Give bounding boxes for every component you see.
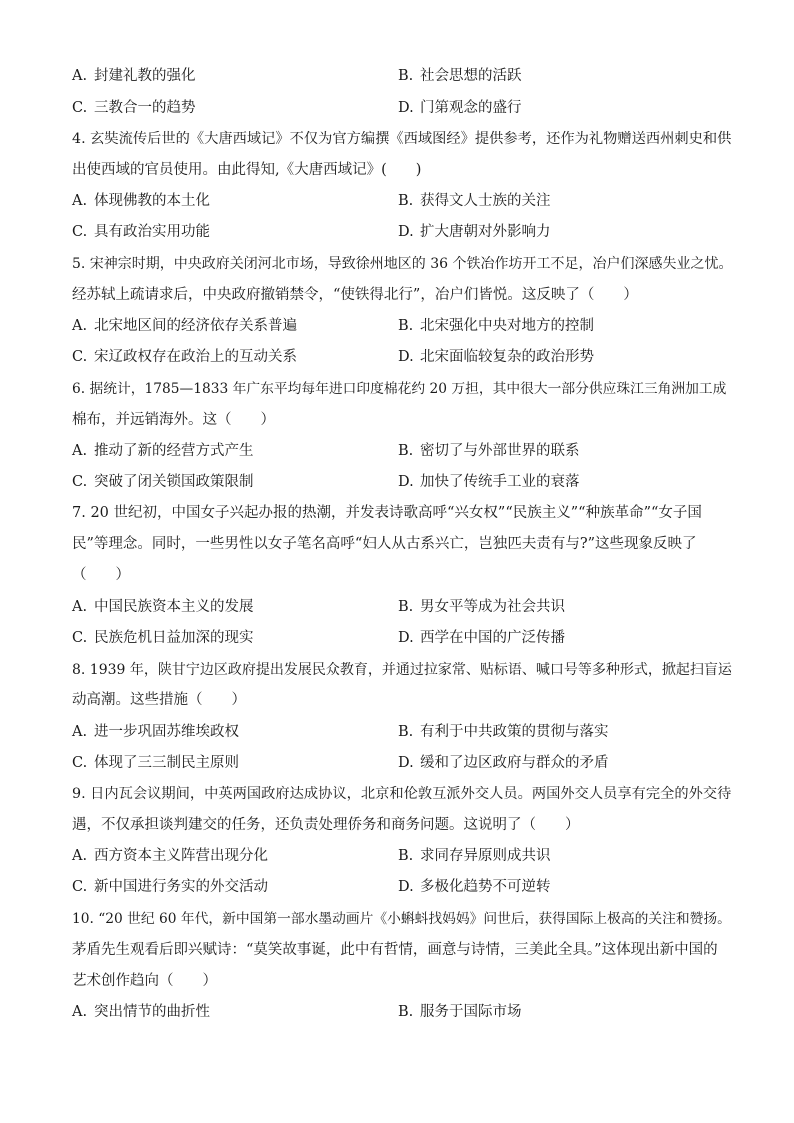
q7-option-b[interactable] — [398, 597, 565, 617]
q5-option-c[interactable] — [72, 347, 297, 367]
q4-option-d[interactable] — [398, 222, 551, 242]
option-key: A. — [72, 599, 88, 615]
q8-option-c[interactable] — [72, 753, 239, 773]
option-text: 新中国进行务实的外交活动 — [94, 879, 268, 895]
option-text: 社会思想的活跃 — [420, 68, 522, 84]
option-text: 三教合一的趋势 — [94, 100, 196, 116]
option-key: A. — [72, 724, 88, 740]
q6-option-c[interactable] — [72, 472, 254, 492]
q4-stem-line-1: 4. 玄奘流传后世的《大唐西域记》不仅为官方编撰《西域图经》提供参考，还作为礼物赠送西州刺史和供 — [72, 131, 732, 147]
option-key: D. — [398, 224, 414, 240]
q8-stem-line-2: 动高潮。这些措施（ ） — [72, 692, 246, 708]
q10-option-a[interactable] — [72, 1002, 210, 1022]
option-key: B. — [398, 1004, 414, 1020]
option-key: A. — [72, 848, 88, 864]
option-key: D. — [398, 474, 414, 490]
q3-option-c[interactable] — [72, 98, 196, 118]
option-key: B. — [398, 318, 414, 334]
option-text: 民族危机日益加深的现实 — [94, 630, 254, 646]
option-key: A. — [72, 318, 88, 334]
q4-option-c[interactable] — [72, 222, 210, 242]
option-text: 北宋地区间的经济依存关系普遍 — [94, 318, 297, 334]
option-key: D. — [398, 879, 414, 895]
option-text: 西学在中国的广泛传播 — [420, 630, 565, 646]
option-text: 突破了闭关锁国政策限制 — [94, 474, 254, 490]
option-text: 具有政治实用功能 — [94, 224, 210, 240]
option-key: C. — [72, 224, 88, 240]
option-text: 西方资本主义阵营出现分化 — [94, 848, 268, 864]
q4-stem-line-2: 出使西域的官员使用。由此得知,《大唐西域记》( ) — [72, 162, 422, 178]
option-key: A. — [72, 1004, 88, 1020]
q8-stem-line-1: 8. 1939 年，陕甘宁边区政府提出发展民众教育，并通过拉家常、贴标语、喊口号等多种形式，掀起扫盲运 — [72, 662, 732, 678]
option-key: B. — [398, 443, 414, 459]
q10-stem-line-3: 艺术创作趋向（ ） — [72, 973, 217, 989]
option-key: C. — [72, 879, 88, 895]
option-key: D. — [398, 755, 414, 771]
option-text: 服务于国际市场 — [420, 1004, 522, 1020]
option-text: 缓和了边区政府与群众的矛盾 — [420, 755, 609, 771]
q8-option-d[interactable] — [398, 753, 609, 773]
q5-option-a[interactable] — [72, 316, 297, 336]
q9-stem-line-1: 9. 日内瓦会议期间，中英两国政府达成协议，北京和伦敦互派外交人员。两国外交人员享有完全的外交待 — [72, 786, 732, 802]
q6-option-b[interactable] — [398, 441, 580, 461]
q8-option-b[interactable] — [398, 722, 609, 742]
option-key: D. — [398, 630, 414, 646]
option-text: 扩大唐朝对外影响力 — [420, 224, 551, 240]
option-text: 获得文人士族的关注 — [420, 193, 551, 209]
option-key: C. — [72, 630, 88, 646]
option-text: 进一步巩固苏维埃政权 — [94, 724, 239, 740]
q7-option-d[interactable] — [398, 628, 565, 648]
option-key: C. — [72, 474, 88, 490]
q5-stem-line-1: 5. 宋神宗时期，中央政府关闭河北市场，导致徐州地区的 36 个铁冶作坊开工不足，冶户们深感失业之忧。 — [72, 256, 733, 272]
q7-stem-line-3: （ ） — [72, 567, 130, 583]
option-text: 体现佛教的本土化 — [94, 193, 210, 209]
option-text: 封建礼教的强化 — [94, 68, 196, 84]
q9-option-c[interactable] — [72, 877, 268, 897]
option-text: 求同存异原则成共识 — [420, 848, 551, 864]
option-key: B. — [398, 193, 414, 209]
option-text: 密切了与外部世界的联系 — [420, 443, 580, 459]
option-text: 男女平等成为社会共识 — [420, 599, 565, 615]
q3-option-a[interactable] — [72, 66, 196, 86]
q8-option-a[interactable] — [72, 722, 239, 742]
q6-stem-line-2: 棉布，并远销海外。这（ ） — [72, 412, 275, 428]
option-text: 中国民族资本主义的发展 — [94, 599, 254, 615]
q10-option-b[interactable] — [398, 1002, 522, 1022]
option-text: 突出情节的曲折性 — [94, 1004, 210, 1020]
option-text: 体现了三三制民主原则 — [94, 755, 239, 771]
q9-option-a[interactable] — [72, 846, 268, 866]
q3-option-d[interactable] — [398, 98, 522, 118]
option-key: B. — [398, 724, 414, 740]
q7-option-c[interactable] — [72, 628, 254, 648]
q7-stem-line-1: 7. 20 世纪初，中国女子兴起办报的热潮，并发表诗歌高呼“兴女权”“民族主义”“种族革命”“女子国 — [72, 505, 702, 521]
q9-stem-line-2: 遇，不仅承担谈判建交的任务，还负责处理侨务和商务问题。这说明了（ ） — [72, 817, 580, 833]
q9-option-d[interactable] — [398, 877, 551, 897]
option-text: 推动了新的经营方式产生 — [94, 443, 254, 459]
option-key: B. — [398, 848, 414, 864]
q4-option-b[interactable] — [398, 191, 551, 211]
q9-option-b[interactable] — [398, 846, 551, 866]
q10-stem-line-1: 10. “20 世纪 60 年代，新中国第一部水墨动画片《小蝌蚪找妈妈》问世后，获得国际上极高的关注和赞扬。 — [72, 911, 731, 927]
q5-option-b[interactable] — [398, 316, 594, 336]
q6-stem-line-1: 6. 据统计，1785—1833 年广东平均每年进口印度棉花约 20 万担，其中很大一部分供应珠江三角洲加工成 — [72, 381, 727, 397]
q6-option-a[interactable] — [72, 441, 254, 461]
option-key: C. — [72, 349, 88, 365]
q7-option-a[interactable] — [72, 597, 254, 617]
option-key: D. — [398, 349, 414, 365]
option-key: C. — [72, 100, 88, 116]
option-text: 加快了传统手工业的衰落 — [420, 474, 580, 490]
option-key: D. — [398, 100, 414, 116]
q5-stem-line-2: 经苏轼上疏请求后，中央政府撤销禁令，“使铁得北行”，冶户们皆悦。这反映了（ ） — [72, 287, 638, 303]
option-key: A. — [72, 68, 88, 84]
q4-option-a[interactable] — [72, 191, 210, 211]
option-text: 北宋强化中央对地方的控制 — [420, 318, 594, 334]
option-key: A. — [72, 193, 88, 209]
option-key: B. — [398, 68, 414, 84]
option-key: C. — [72, 755, 88, 771]
option-text: 北宋面临较复杂的政治形势 — [420, 349, 594, 365]
option-key: B. — [398, 599, 414, 615]
q3-option-b[interactable] — [398, 66, 522, 86]
option-key: A. — [72, 443, 88, 459]
option-text: 有利于中共政策的贯彻与落实 — [420, 724, 609, 740]
option-text: 宋辽政权存在政治上的互动关系 — [94, 349, 297, 365]
q5-option-d[interactable] — [398, 347, 594, 367]
option-text: 门第观念的盛行 — [420, 100, 522, 116]
option-text: 多极化趋势不可逆转 — [420, 879, 551, 895]
q6-option-d[interactable] — [398, 472, 580, 492]
q7-stem-line-2: 民”等理念。同时，一些男性以女子笔名高呼“妇人从古系兴亡，岂独匹夫责有与?”这些现象反映了 — [72, 536, 697, 552]
q10-stem-line-2: 茅盾先生观看后即兴赋诗：“莫笑故事诞，此中有哲情，画意与诗情，三美此全具。”这体现出新中国的 — [72, 942, 718, 958]
